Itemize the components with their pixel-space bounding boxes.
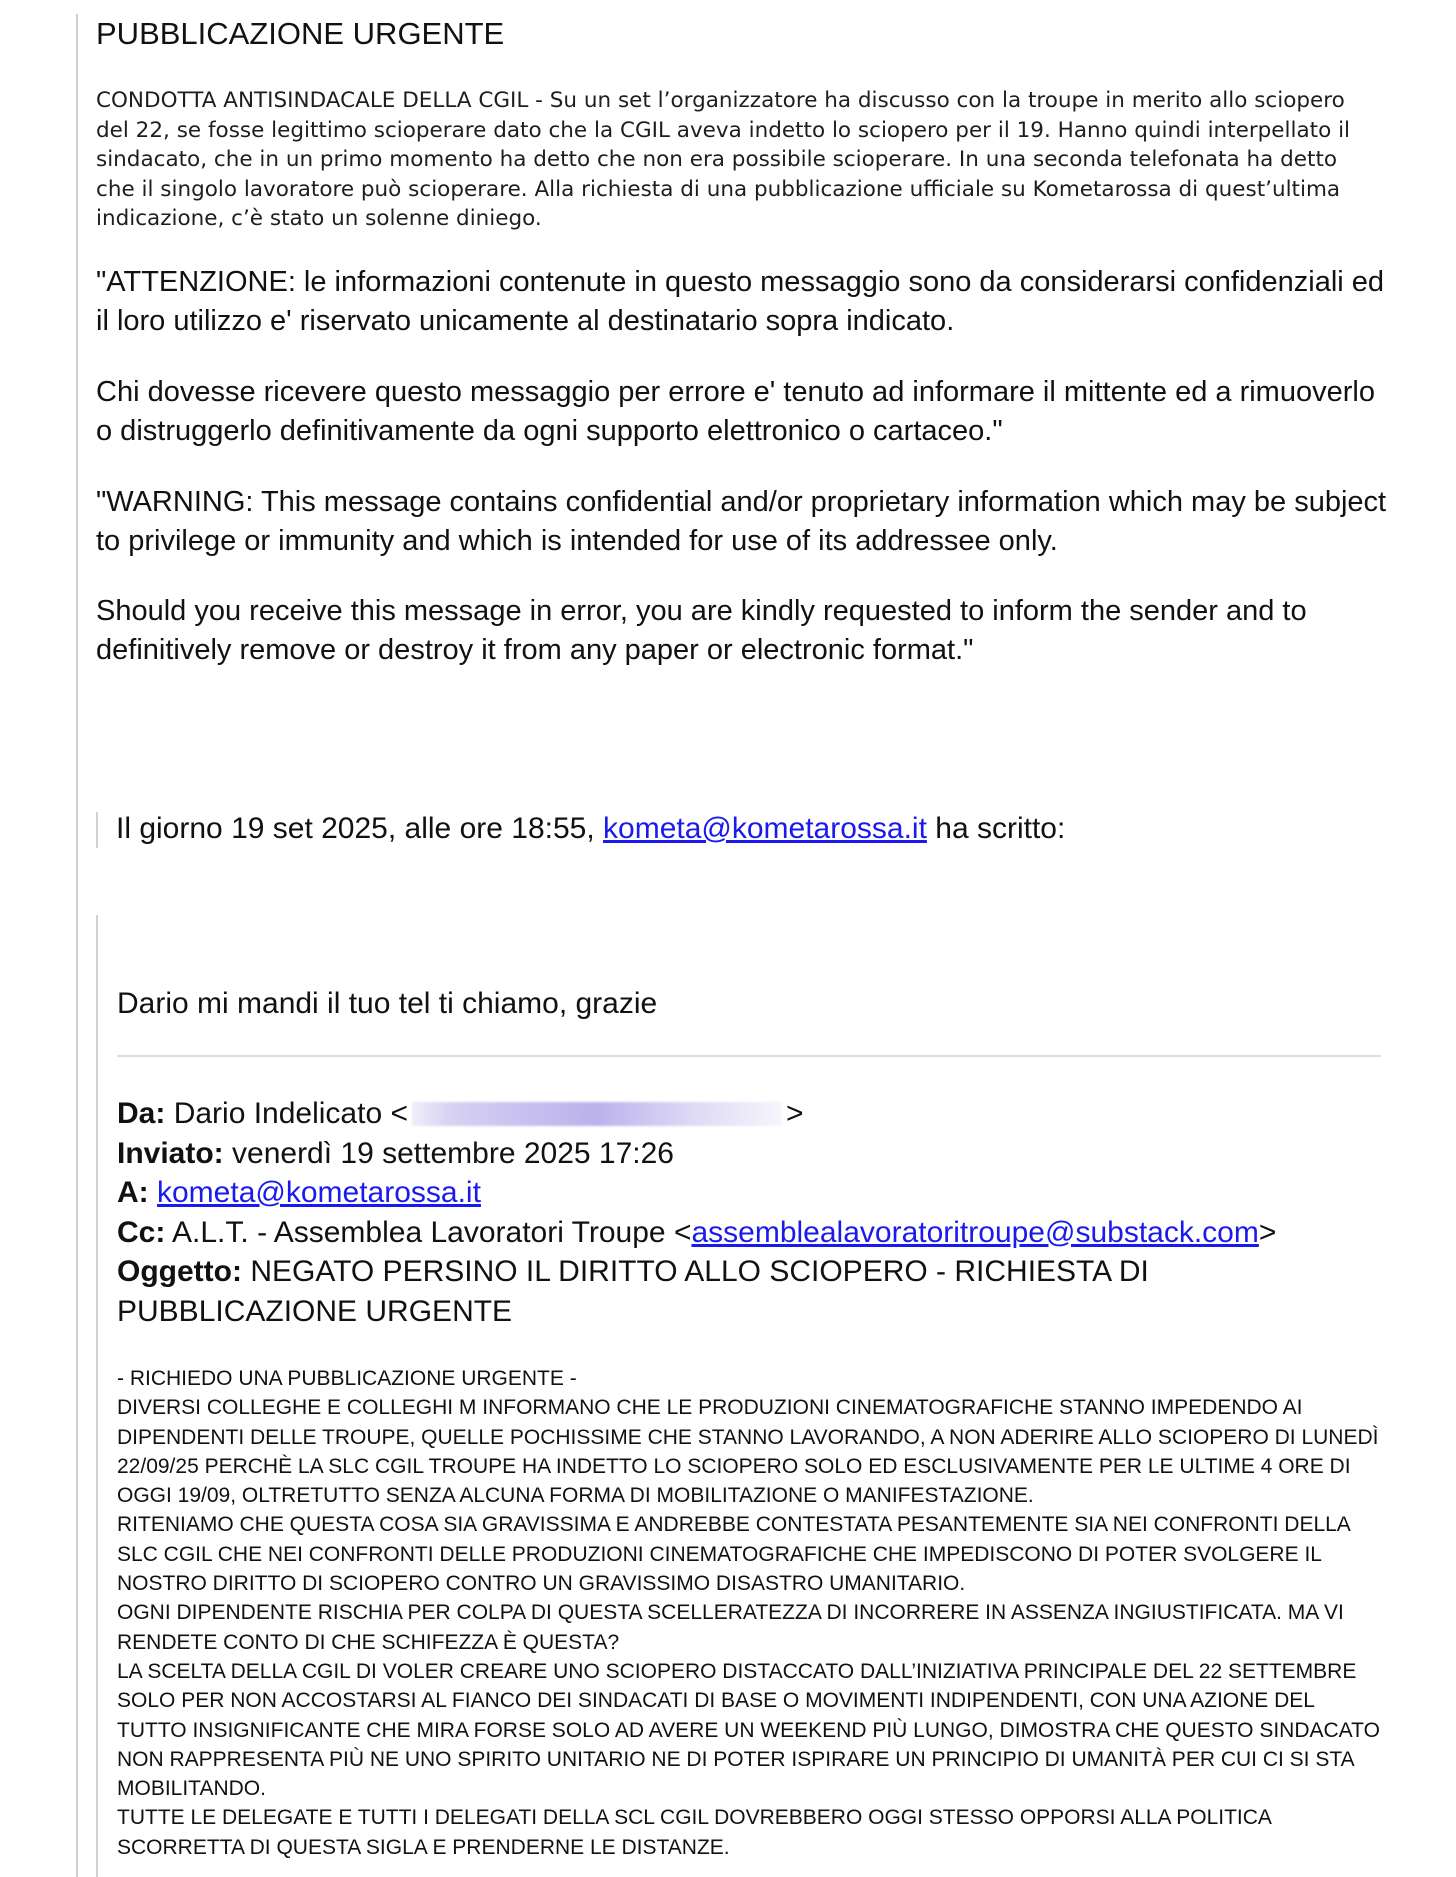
sent-label: Inviato: [117,1136,224,1170]
quote-header [116,809,1065,849]
subject-value: NEGATO PERSINO IL DIRITTO ALLO SCIOPERO - RICHIESTA DI PUBBLICAZIONE URGENTE [117,1255,1149,1328]
disclaimer-en-2: Should you receive this message in error, you are kindly requested to inform the sender and to definitively remove or destroy it from any paper or electronic format." [96,595,1307,666]
body-line: OGNI DIPENDENTE RISCHIA PER COLPA DI QUESTA SCELLERATEZZA DI INCORRERE IN ASSENZA INGIUSTIFICATA. MA VI RENDETE CONTO DI CHE SCHIFEZZA È QUESTA? [117,1601,1344,1654]
message-body [117,1364,1382,1862]
cc-name: A.L.T. - Assemblea Lavoratori Troupe < [172,1215,692,1249]
to-email-link[interactable]: kometa@kometarossa.it [157,1176,481,1209]
divider [117,1055,1381,1057]
quote-header-prefix: Il giorno 19 set 2025, alle ore 18:55, [116,812,595,845]
quote-bar-outer [76,14,78,1877]
quote-bar-inner [96,915,98,1877]
header-from [117,1094,1382,1134]
sent-value: venerdì 19 settembre 2025 17:26 [232,1136,674,1170]
from-label: Da: [117,1097,166,1130]
subject-label: Oggetto: [117,1255,242,1288]
body-line: DIVERSI COLLEGHE E COLLEGHI M INFORMANO CHE LE PRODUZIONI CINEMATOGRAFICHE STANNO IMPEDENDO AI DIPENDENTI DELLE TROUPE, QUELLE POCHISSIME CHE STANNO LAVORANDO, A NON ADERIRE ALLO SCIOPERO DI LUNEDÌ 22/09/25 PERCHÈ LA SLC CGIL TROUPE HA INDETTO LO SCIOPERO SOLO ED ESCLUSIVAMENTE PER LE ULTIME 4 ORE DI OGGI 19/09, OLTRETUTTO SENZA ALCUNA FORMA DI MOBILITAZIONE O MANIFESTAZIONE. [117,1396,1379,1508]
body-line: - RICHIEDO UNA PUBBLICAZIONE URGENTE - [117,1367,577,1390]
redacted-email [412,1102,782,1126]
cc-close: > [1258,1215,1277,1249]
header-to [117,1173,1382,1213]
disclaimer-it-2: Chi dovesse ricevere questo messaggio per errore e' tenuto ad informare il mittente ed a rimuoverlo o distruggerlo definitivamente da ogni supporto elettronico o cartaceo." [96,376,1375,447]
body-line: RITENIAMO CHE QUESTA COSA SIA GRAVISSIMA E ANDREBBE CONTESTATA PESANTEMENTE SIA NEI CONFRONTI DELLA SLC CGIL CHE NEI CONFRONTI DELLE PRODUZIONI CINEMATOGRAFICHE CHE IMPEDISCONO DI POTER SVOLGERE IL NOSTRO DIRITTO DI SCIOPERO CONTRO UN GRAVISSIMO DISASTRO UMANITARIO. [117,1513,1350,1596]
quote-header-email-link[interactable]: kometa@kometarossa.it [603,812,927,845]
header-subject [117,1252,1382,1331]
from-name: Dario Indelicato < [173,1097,408,1130]
quote-header-suffix: ha scritto: [935,812,1066,845]
intro-paragraph: CONDOTTA ANTISINDACALE DELLA CGIL - Su un set l’organizzatore ha discusso con la troupe in merito allo sciopero del 22, se fosse legittimo scioperare dato che la CGIL aveva indetto lo sciopero per il 19. Hanno quindi interpellato il sindacato, che in un primo momento ha detto che non era possibile scioperare. In una seconda telefonata ha detto che il singolo lavoratore può scioperare. Alla richiesta di una pubblicazione ufficiale su Kometarossa di quest’ultima indicazione, c’è stato un solenne diniego. [96,88,1351,232]
quote-bar-header [96,812,98,848]
to-label: A: [117,1176,149,1209]
reply-text: Dario mi mandi il tuo tel ti chiamo, grazie [117,987,658,1020]
header-cc [117,1213,1382,1253]
header-sent [117,1134,1382,1174]
body-line: LA SCELTA DELLA CGIL DI VOLER CREARE UNO SCIOPERO DISTACCATO DALL’INIZIATIVA PRINCIPALE DEL 22 SETTEMBRE SOLO PER NON ACCOSTARSI AL FIANCO DEI SINDACATI DI BASE O MOVIMENTI INDIPENDENTI, CON UNA AZIONE DEL TUTTO INSIGNIFICANTE CHE MIRA FORSE SOLO AD AVERE UN WEEKEND PIÙ LUNGO, DIMOSTRA CHE QUESTO SINDACATO NON RAPPRESENTA PIÙ NE UNO SPIRITO UNITARIO NE DI POTER ISPIRARE UN PRINCIPIO DI UMANITÀ PER CUI CI SI STA MOBILITANDO. [117,1659,1380,1801]
disclaimer-it-1: "ATTENZIONE: le informazioni contenute in questo messaggio sono da considerarsi confidenziali ed il loro utilizzo e' riservato unicamente al destinatario sopra indicato. [96,266,1385,337]
original-headers [117,1094,1382,1331]
from-close: > [786,1097,804,1130]
cc-email-link[interactable]: assemblealavoratoritroupe@substack.com [691,1215,1259,1249]
disclaimer-en-1: "WARNING: This message contains confidential and/or proprietary information which may be subject to privilege or immunity and which is intended for use of its addressee only. [96,486,1387,557]
cc-label: Cc: [117,1215,166,1249]
page-title: PUBBLICAZIONE URGENTE [96,16,505,51]
body-line: TUTTE LE DELEGATE E TUTTI I DELEGATI DELLA SCL CGIL DOVREBBERO OGGI STESSO OPPORSI ALLA POLITICA SCORRETTA DI QUESTA SIGLA E PRENDERNE LE DISTANZE. [117,1806,1271,1859]
